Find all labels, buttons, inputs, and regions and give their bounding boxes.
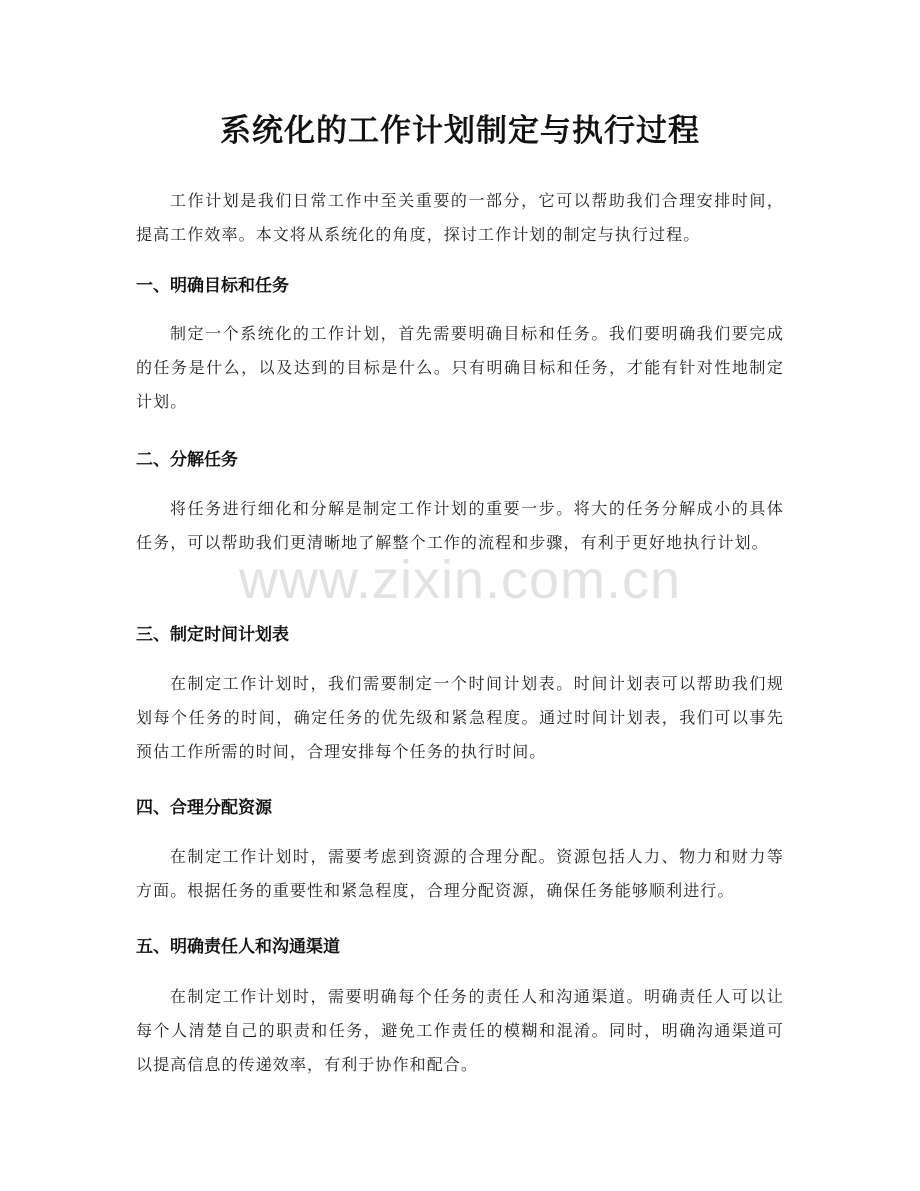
section-body-3: 在制定工作计划时，我们需要制定一个时间计划表。时间计划表可以帮助我们规划每个任务的时间，确定任务的优先级和紧急程度。通过时间计划表，我们可以事先预估工作所需的时间，合理安排每个任务的执行时间。 xyxy=(136,674,784,761)
section-heading-4: 四、合理分配资源 xyxy=(136,798,272,818)
section-heading-2: 二、分解任务 xyxy=(136,450,238,470)
watermark: www.zixin.com.cn xyxy=(238,550,682,610)
section-heading-5: 五、明确责任人和沟通渠道 xyxy=(136,937,340,957)
section-body-2: 将任务进行细化和分解是制定工作计划的重要一步。将大的任务分解成小的具体任务，可以帮助我们更清晰地了解整个工作的流程和步骤，有利于更好地执行计划。 xyxy=(136,499,784,552)
document-title: 系统化的工作计划制定与执行过程 xyxy=(220,113,700,149)
section-body-4: 在制定工作计划时，需要考虑到资源的合理分配。资源包括人力、物力和财力等方面。根据任务的重要性和紧急程度，合理分配资源，确保任务能够顺利进行。 xyxy=(136,847,784,900)
section-body-5: 在制定工作计划时，需要明确每个任务的责任人和沟通渠道。明确责任人可以让每个人清楚自己的职责和任务，避免工作责任的模糊和混淆。同时，明确沟通渠道可以提高信息的传递效率，有利于协作和配合。 xyxy=(136,987,784,1074)
section-heading-1: 一、明确目标和任务 xyxy=(136,276,289,296)
section-heading-3: 三、制定时间计划表 xyxy=(136,625,289,645)
section-body-1: 制定一个系统化的工作计划，首先需要明确目标和任务。我们要明确我们要完成的任务是什么，以及达到的目标是什么。只有明确目标和任务，才能有针对性地制定计划。 xyxy=(136,324,784,411)
intro-paragraph: 工作计划是我们日常工作中至关重要的一部分，它可以帮助我们合理安排时间，提高工作效率。本文将从系统化的角度，探讨工作计划的制定与执行过程。 xyxy=(136,191,784,244)
